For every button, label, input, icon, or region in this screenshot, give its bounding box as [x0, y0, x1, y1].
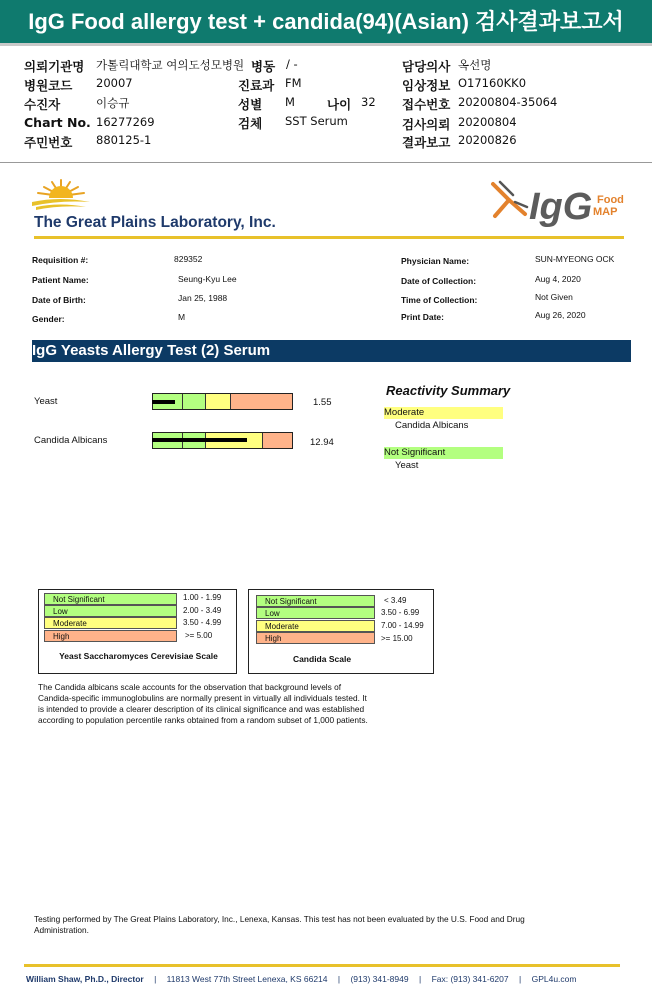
dept-value: FM: [285, 76, 302, 90]
report-label: 결과보고: [402, 135, 451, 150]
chart-label: Chart No.: [24, 115, 91, 130]
yeast-scale-range: 3.50 - 4.99: [183, 618, 222, 627]
footer-web[interactable]: GPL4u.com: [531, 974, 577, 984]
footer-divider: |: [337, 974, 341, 984]
candida-scale-box: [248, 589, 434, 674]
footer-divider: |: [418, 974, 422, 984]
institution-value: 가톨릭대학교 여의도성모병원: [96, 58, 245, 72]
age-label: 나이: [327, 97, 352, 112]
footer-phone: (913) 341-8949: [350, 974, 409, 984]
yeast-scale-row: Not Significant: [44, 593, 177, 605]
sex-value: M: [285, 95, 295, 109]
footer-fax: Fax: (913) 341-6207: [431, 974, 509, 984]
result-name-yeast: Yeast: [34, 396, 58, 407]
gold-rule-bottom: [24, 964, 620, 967]
gender-value: M: [178, 312, 186, 322]
hospcode-label: 병원코드: [24, 78, 73, 93]
candida-scale-range: >= 15.00: [381, 634, 413, 643]
id-label: 주민번호: [24, 135, 73, 150]
result-value-candida: 12.94: [310, 437, 334, 448]
candida-scale-range: 7.00 - 14.99: [381, 621, 424, 630]
gender-label: Gender:: [32, 314, 65, 324]
dob-value: Jan 25, 1988: [178, 293, 228, 303]
antibody-logo-icon: [489, 180, 529, 222]
yeast-scale-row: High: [44, 630, 177, 642]
candida-scale-row: Moderate: [256, 620, 375, 632]
logo-food: Food: [597, 194, 624, 206]
yeast-scale-range: >= 5.00: [185, 631, 213, 640]
patient-name-value: Seung-Kyu Lee: [178, 274, 237, 284]
footer-divider: |: [154, 974, 157, 984]
attending-value: 옥선명: [458, 58, 492, 72]
disclaimer-line: Testing performed by The Great Plains Laboratory, Inc., Lenexa, Kansas. This test has not been evaluated by the U.S. Food and Drug: [34, 914, 525, 924]
disclaimer: [34, 914, 525, 936]
chart-value: 16277269: [96, 115, 155, 129]
specimen-label: 검체: [238, 116, 263, 131]
institution-label: 의뢰기관명: [24, 59, 85, 74]
result-name-candida: Candida Albicans: [34, 435, 108, 446]
gold-rule-top: [34, 236, 624, 239]
candida-scale-range: 3.50 - 6.99: [381, 608, 420, 617]
physician-value: SUN-MYEONG OCK: [535, 254, 615, 264]
summary-moderate-label: Moderate: [384, 407, 503, 419]
footer: [26, 974, 576, 984]
explanation-line: The Candida albicans scale accounts for the observation that background levels of: [38, 682, 342, 692]
footer-director: William Shaw, Ph.D., Director: [26, 974, 144, 984]
id-value: 880125-1: [96, 133, 152, 147]
scale-explanation: [38, 682, 368, 726]
yeast-scale-title: Yeast Saccharomyces Cerevisiae Scale: [59, 651, 218, 661]
report-value: 20200826: [458, 133, 517, 147]
candida-scale-row: Not Significant: [256, 595, 375, 607]
age-value: 32: [361, 95, 376, 109]
logo-map: MAP: [593, 206, 618, 218]
footer-divider: |: [518, 974, 522, 984]
result-bar-candida: [152, 438, 247, 442]
result-bar-yeast: [152, 400, 175, 404]
request-value: 20200804: [458, 115, 517, 129]
patient-name-label: Patient Name:: [32, 275, 89, 285]
print-date-label: Print Date:: [401, 312, 444, 322]
candida-scale-row: Low: [256, 607, 375, 619]
ward-value: / -: [286, 57, 298, 71]
yeast-scale-row: Low: [44, 605, 177, 617]
specimen-value: SST Serum: [285, 114, 348, 128]
attending-label: 담당의사: [402, 59, 451, 74]
patient-value: 이승규: [96, 96, 130, 110]
patient-label: 수진자: [24, 97, 61, 112]
lab-name: The Great Plains Laboratory, Inc.: [34, 214, 276, 231]
ward-label: 병동: [251, 59, 276, 74]
yeast-scale-box: [38, 589, 237, 674]
dept-label: 진료과: [238, 78, 275, 93]
receipt-label: 접수번호: [402, 97, 451, 112]
hospcode-value: 20007: [96, 76, 133, 90]
summary-moderate-item: Candida Albicans: [395, 420, 469, 431]
sun-logo-icon: [30, 176, 92, 212]
sex-label: 성별: [238, 97, 263, 112]
footer-address: 11813 West 77th Street Lenexa, KS 66214: [166, 974, 328, 984]
physician-label: Physician Name:: [401, 256, 470, 266]
collection-date-value: Aug 4, 2020: [535, 274, 581, 284]
candida-scale-title: Candida Scale: [292, 654, 352, 664]
disclaimer-line: Administration.: [34, 925, 89, 935]
summary-notsig-item: Yeast: [395, 460, 419, 471]
result-value-yeast: 1.55: [313, 397, 332, 408]
dob-label: Date of Birth:: [32, 295, 86, 305]
print-date-value: Aug 26, 2020: [535, 310, 586, 320]
yeast-scale-row: Moderate: [44, 617, 177, 629]
candida-scale-range: < 3.49: [384, 596, 407, 605]
summary-title: Reactivity Summary: [386, 383, 511, 398]
summary-notsig-label: Not Significant: [384, 447, 503, 459]
collection-date-label: Date of Collection:: [401, 276, 477, 286]
candida-scale-row: High: [256, 632, 375, 644]
header-separator: [0, 162, 652, 163]
explanation-line: Candida-specific immunoglobulins are normally present in virtually all individuals tested. It: [38, 693, 367, 703]
clinical-label: 임상정보: [402, 78, 451, 93]
explanation-line: is intended to provide a clearer description of its clinical significance and was established: [38, 704, 365, 714]
collection-time-value: Not Given: [535, 292, 573, 302]
report-title: IgG Food allergy test + candida(94)(Asian) 검사결과보고서: [0, 0, 652, 46]
requisition-value: 829352: [174, 254, 203, 264]
explanation-line: according to population percentile ranks obtained from a random subset of 1,000 patients.: [38, 715, 368, 725]
clinical-value: O17160KK0: [458, 76, 527, 90]
yeast-scale-range: 2.00 - 3.49: [183, 606, 222, 615]
yeast-scale-range: 1.00 - 1.99: [183, 593, 222, 602]
requisition-label: Requisition #:: [32, 255, 89, 265]
section-title: IgG Yeasts Allergy Test (2) Serum: [32, 340, 631, 362]
collection-time-label: Time of Collection:: [401, 295, 478, 305]
receipt-value: 20200804-35064: [458, 95, 558, 109]
igg-logo-text: IgG: [529, 186, 593, 228]
request-label: 검사의뢰: [402, 117, 451, 132]
